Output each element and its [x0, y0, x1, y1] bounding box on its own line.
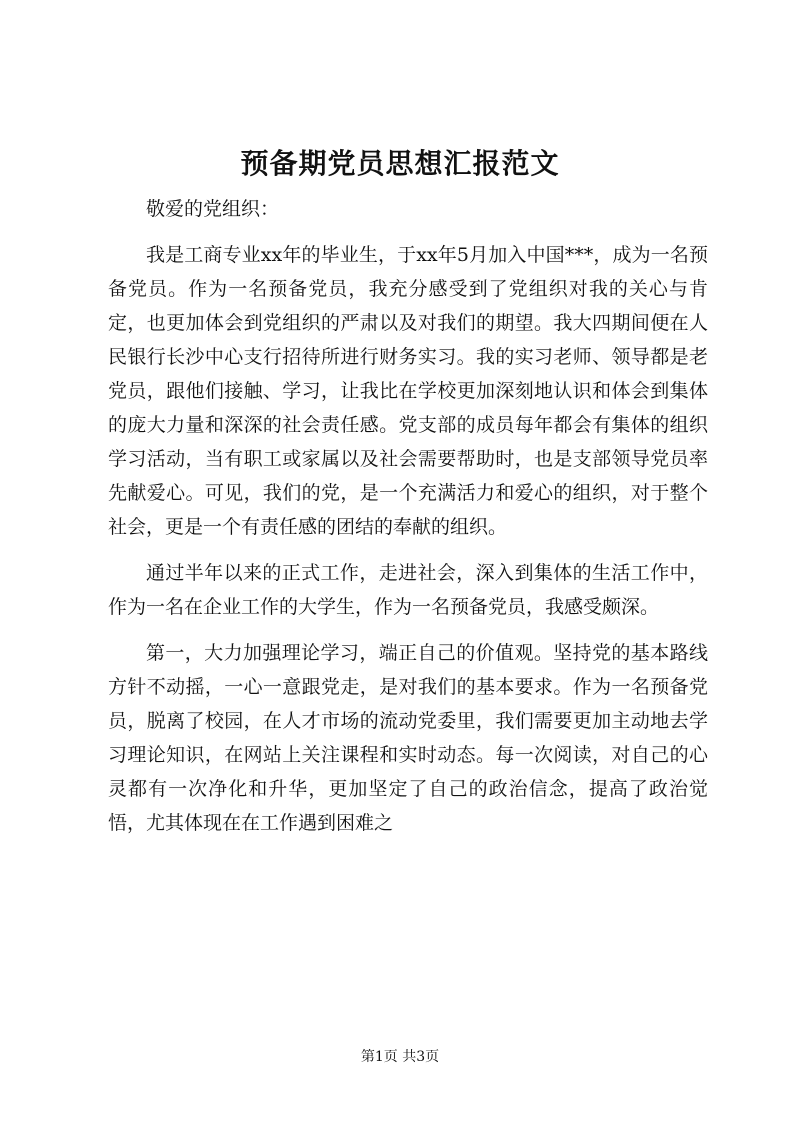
paragraph-2: 通过半年以来的正式工作，走进社会，深入到集体的生活工作中，作为一名在企业工作的大学生，作为一名预备党员，我感受颇深。 — [108, 562, 708, 618]
paragraph-3: 第一，大力加强理论学习，端正自己的价值观。坚持党的基本路线方针不动摇，一心一意跟党走，是对我们的基本要求。作为一名预备党员，脱离了校园，在人才市场的流动党委里，我们需要更加主动地去学习理论知识，在网站上关注课程和实时动态。每一次阅读，对自己的心灵都有一次净化和升华，更加坚定了自己的政治信念，提高了政治觉悟，尤其体现在在工作遇到困难之 — [108, 642, 708, 834]
document-body — [108, 192, 708, 852]
salutation: 敬爱的党组织： — [146, 198, 280, 220]
page-footer: 第1页 共3页 — [360, 1049, 440, 1065]
paragraph-1: 我是工商专业xx年的毕业生，于xx年5月加入中国***，成为一名预备党员。作为一名预备党员，我充分感受到了党组织对我的关心与肯定，也更加体会到党组织的严肃以及对我们的期望。我大四期间便在人民银行长沙中心支行招待所进行财务实习。我的实习老师、领导都是老党员，跟他们接触、学习，让我比在学校更加深刻地认识和体会到集体的庞大力量和深深的社会责任感。党支部的成员每年都会有集体的组织学习活动，当有职工或家属以及社会需要帮助时，也是支部领导党员率先献爱心。可见，我们的党，是一个充满活力和爱心的组织，对于整个社会，更是一个有责任感的团结的奉献的组织。 — [108, 244, 708, 538]
document-title: 预备期党员思想汇报范文 — [240, 147, 560, 180]
